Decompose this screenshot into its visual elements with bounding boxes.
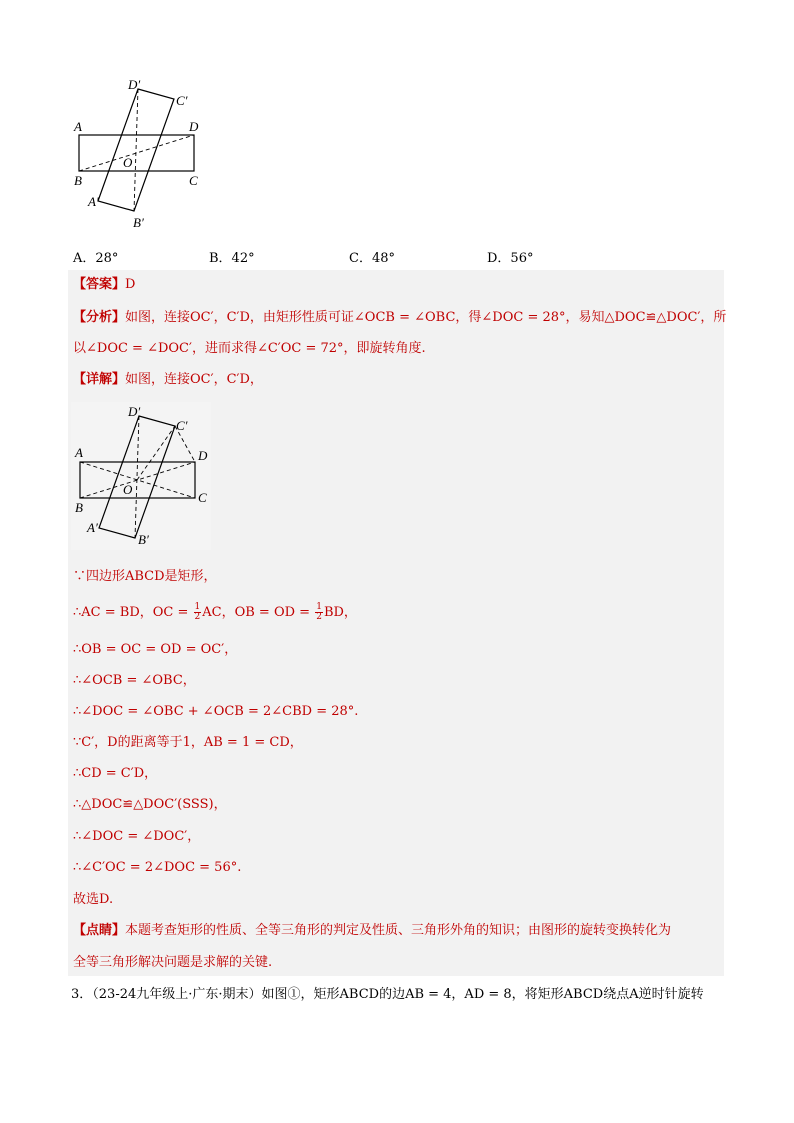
svg-text:O: O (123, 482, 133, 497)
rotation-figure-1 (70, 75, 220, 235)
svg-text:O: O (123, 155, 133, 170)
answer-line: 【答案】D (73, 277, 136, 292)
choice-d: D．56° (487, 251, 534, 266)
choice-c: C．48° (349, 251, 395, 266)
svg-text:C: C (198, 490, 207, 505)
comment-line-2: 全等三角形解决问题是求解的关键. (73, 955, 273, 970)
svg-text:D: D (189, 119, 199, 134)
step-10: ∴∠C′OC = 2∠DOC = 56°. (73, 860, 242, 875)
svg-text:B: B (75, 500, 83, 515)
svg-text:B′: B′ (133, 215, 144, 230)
next-question: 3．（23-24九年级上·广东·期末）如图①，矩形ABCD的边AB = 4，AD = 8，将矩形ABCD绕点A逆时针旋转 (71, 987, 704, 1002)
step-9: ∴∠DOC = ∠DOC′， (73, 829, 201, 844)
svg-text:A′: A′ (88, 194, 99, 209)
svg-text:D: D (198, 448, 208, 463)
choice-a: A．28° (73, 251, 119, 266)
svg-text:C′: C′ (176, 418, 188, 433)
svg-text:C: C (189, 173, 198, 188)
svg-text:A: A (75, 445, 83, 460)
analysis-line-2: 以∠DOC = ∠DOC′，进而求得∠C′OC = 72°，即旋转角度. (73, 341, 426, 356)
step-2: ∴AC = BD，OC = $\frac{1}{2}$ AC，OB = OD = $\frac{1}{2}$ BD， (73, 602, 357, 622)
svg-text:A′: A′ (87, 520, 98, 535)
analysis-line-1: 【分析】如图，连接OC′，C′D，由矩形性质可证∠OCB = ∠OBC，得∠DOC = 28°，易知△DOC≌△DOC′，所 (73, 310, 727, 325)
svg-text:D′: D′ (128, 77, 141, 92)
step-11: 故选D. (73, 892, 114, 907)
rotation-figure-2 (71, 402, 211, 550)
svg-text:A: A (74, 119, 82, 134)
step-4: ∴∠OCB = ∠OBC， (73, 673, 196, 688)
step-7: ∴CD = C′D， (73, 766, 158, 781)
step-8: ∴△DOC≌△DOC′(SSS)， (73, 797, 227, 812)
svg-text:C′: C′ (176, 93, 188, 108)
comment-line-1: 【点睛】本题考查矩形的性质、全等三角形的判定及性质、三角形外角的知识；由图形的旋转变换转化为 (73, 923, 672, 938)
detail-intro: 【详解】如图，连接OC′，C′D， (73, 372, 263, 387)
answer-choices (73, 247, 723, 265)
step-3: ∴OB = OC = OD = OC′， (73, 642, 238, 657)
step-6: ∵C′，D的距离等于1，AB = 1 = CD， (73, 735, 303, 750)
svg-text:D′: D′ (128, 404, 141, 419)
step-1: ∵四边形ABCD是矩形， (73, 569, 217, 584)
svg-text:B′: B′ (138, 532, 149, 547)
step-5: ∴∠DOC = ∠OBC + ∠OCB = 2∠CBD = 28°. (73, 704, 359, 719)
svg-text:B: B (74, 173, 82, 188)
rectangle-rotated (98, 89, 174, 211)
choice-b: B．42° (209, 251, 255, 266)
